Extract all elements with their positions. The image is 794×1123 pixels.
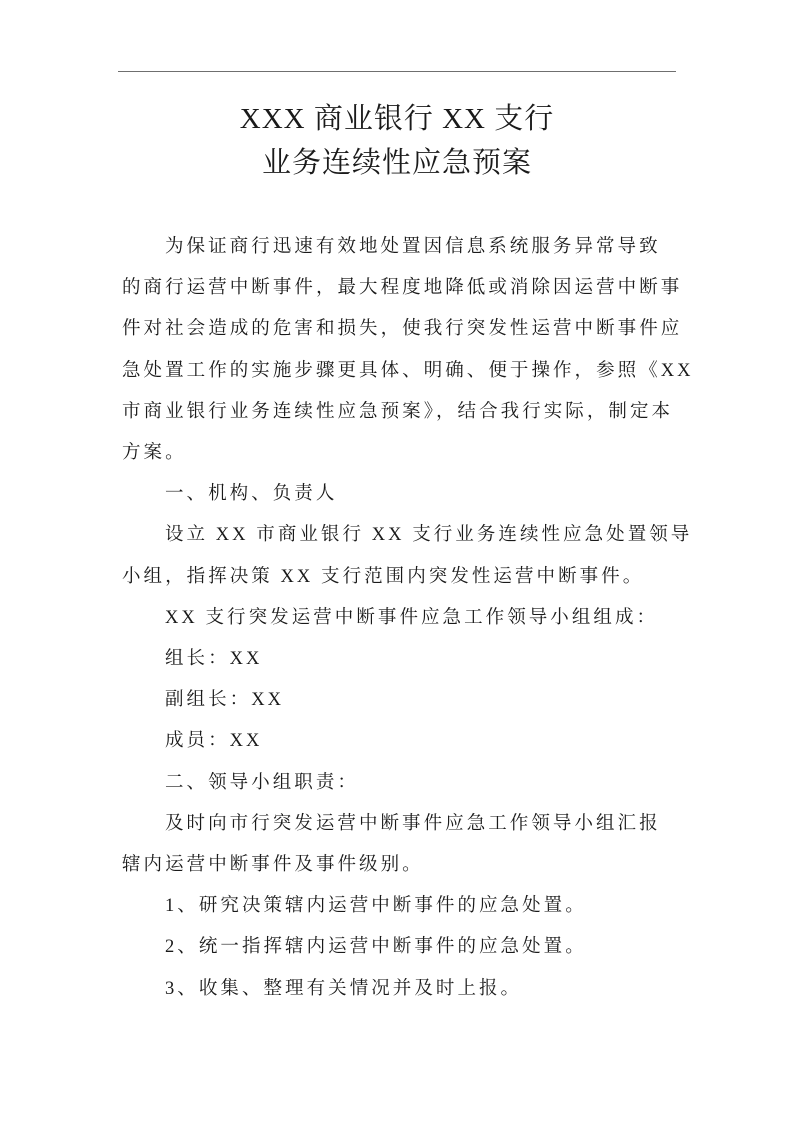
intro-line: 方案。 [122, 443, 187, 464]
group-leader: 组长：XX [165, 649, 263, 670]
section-1-line: 设立 XX 市商业银行 XX 支行业务连续性应急处置领导 [165, 525, 693, 546]
duty-item-3: 3、收集、整理有关情况并及时上报。 [165, 978, 523, 999]
section-2-line: 及时向市行突发运营中断事件应急工作领导小组汇报 [165, 813, 661, 834]
intro-line: 件对社会造成的危害和损失，使我行突发性运营中断事件应 [122, 319, 683, 340]
intro-line: 的商行运营中断事件，最大程度地降低或消除因运营中断事 [122, 278, 683, 299]
section-2-paragraph [122, 804, 674, 886]
title-line-1: XXX 商业银行 XX 支行 [239, 103, 555, 135]
section-2-heading: 二、领导小组职责： [165, 772, 359, 793]
intro-line: 急处置工作的实施步骤更具体、明确、便于操作，参照《XX [122, 360, 694, 381]
title-line-2: 业务连续性应急预案 [261, 147, 532, 179]
header-rule [118, 71, 676, 72]
intro-line: 市商业银行业务连续性应急预案》，结合我行实际，制定本 [122, 401, 674, 422]
section-1-line: 小组，指挥决策 XX 支行范围内突发性运营中断事件。 [122, 566, 645, 587]
section-1-paragraph [122, 515, 693, 597]
document-title [0, 97, 794, 185]
section-2-line: 辖内运营中断事件及事件级别。 [122, 855, 424, 876]
duty-item-1: 1、研究决策辖内运营中断事件的应急处置。 [165, 896, 587, 917]
group-members: 成员：XX [165, 731, 263, 752]
document-body [122, 227, 694, 1010]
intro-line: 为保证商行迅速有效地处置因信息系统服务异常导致 [165, 237, 661, 257]
intro-paragraph [122, 227, 694, 474]
group-composition: XX 支行突发运营中断事件应急工作领导小组组成： [165, 607, 659, 628]
section-1-heading: 一、机构、负责人 [165, 484, 338, 505]
group-deputy-leader: 副组长：XX [165, 690, 285, 711]
duty-item-2: 2、统一指挥辖内运营中断事件的应急处置。 [165, 937, 587, 958]
